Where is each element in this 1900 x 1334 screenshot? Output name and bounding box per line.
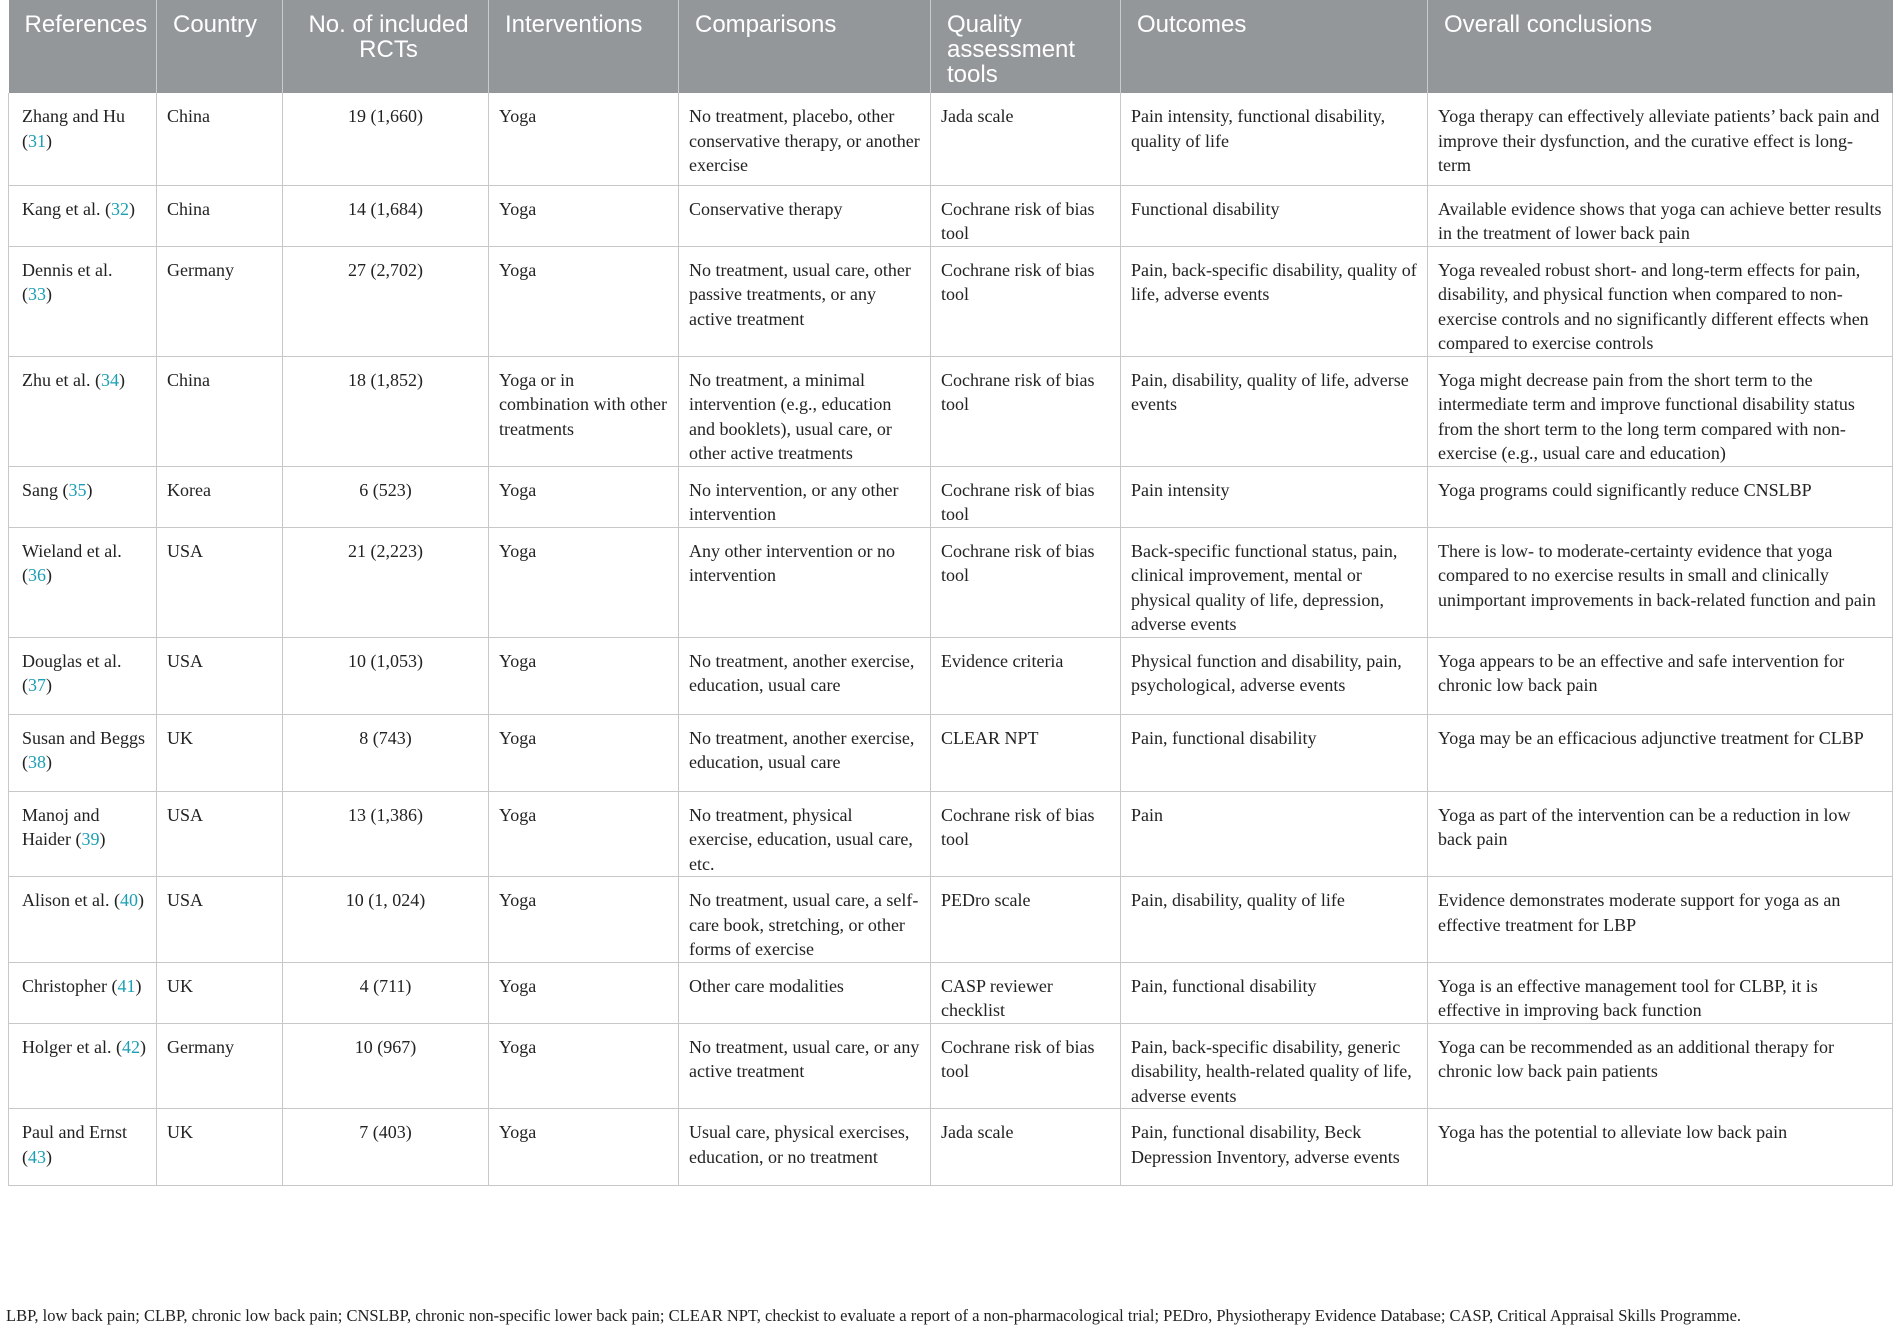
- citation-link[interactable]: 31: [28, 130, 46, 151]
- country-cell: China: [157, 93, 283, 185]
- conclusions-cell: Yoga revealed robust short- and long-term effects for pain, disability, and physical function when compared to non-exercise controls and no significantly different effects when compared to exercise controls: [1428, 246, 1893, 356]
- rcts-cell: 8 (743): [283, 714, 489, 791]
- country-cell: UK: [157, 962, 283, 1023]
- author-name: Susan and Beggs: [22, 727, 145, 748]
- outcomes-cell: Pain, disability, quality of life: [1121, 877, 1428, 963]
- outcomes-cell: Pain, functional disability, Beck Depression Inventory, adverse events: [1121, 1109, 1428, 1186]
- tools-cell: CLEAR NPT: [931, 714, 1121, 791]
- review-table-container: [8, 0, 1892, 1186]
- header-country: Country: [157, 0, 283, 93]
- outcomes-cell: Pain, back-specific disability, generic disability, health-related quality of life, adverse events: [1121, 1023, 1428, 1109]
- outcomes-cell: Pain, disability, quality of life, adverse events: [1121, 356, 1428, 466]
- outcomes-cell: Back-specific functional status, pain, clinical improvement, mental or physical quality of life, depression, adverse events: [1121, 527, 1428, 637]
- reference-cell: Manoj and Haider (39): [9, 791, 157, 877]
- country-cell: USA: [157, 791, 283, 877]
- author-name: Alison et al.: [22, 890, 110, 910]
- interventions-cell: Yoga: [489, 185, 679, 246]
- interventions-cell: Yoga: [489, 466, 679, 527]
- tools-cell: Cochrane risk of bias tool: [931, 466, 1121, 527]
- comparisons-cell: No intervention, or any other intervention: [679, 466, 931, 527]
- comparisons-cell: No treatment, physical exercise, education, usual care, etc.: [679, 791, 931, 877]
- reference-cell: Sang (35): [9, 466, 157, 527]
- author-name: Sang: [22, 479, 58, 500]
- outcomes-cell: Functional disability: [1121, 185, 1428, 246]
- citation-link[interactable]: 39: [81, 829, 100, 849]
- outcomes-cell: Physical function and disability, pain, psychological, adverse events: [1121, 637, 1428, 714]
- conclusions-cell: Yoga might decrease pain from the short term to the intermediate term and improve functional disability status from the short term to the long term compared with non-exercise (e.g., usual care and education): [1428, 356, 1893, 466]
- country-cell: USA: [157, 877, 283, 963]
- rcts-cell: 13 (1,386): [283, 791, 489, 877]
- interventions-cell: Yoga: [489, 246, 679, 356]
- interventions-cell: Yoga: [489, 93, 679, 185]
- header-rcts: No. of included RCTs: [283, 0, 489, 93]
- comparisons-cell: No treatment, usual care, or any active treatment: [679, 1023, 931, 1109]
- table-row: [9, 527, 1893, 637]
- tools-cell: Jada scale: [931, 93, 1121, 185]
- rcts-cell: 27 (2,702): [283, 246, 489, 356]
- header-quality-tools: Quality assessment tools: [931, 0, 1121, 93]
- country-cell: USA: [157, 527, 283, 637]
- outcomes-cell: Pain, back-specific disability, quality of life, adverse events: [1121, 246, 1428, 356]
- table-row: [9, 185, 1893, 246]
- citation-link[interactable]: 43: [28, 1146, 46, 1167]
- conclusions-cell: Yoga can be recommended as an additional therapy for chronic low back pain patients: [1428, 1023, 1893, 1109]
- interventions-cell: Yoga: [489, 637, 679, 714]
- tools-cell: Cochrane risk of bias tool: [931, 185, 1121, 246]
- systematic-reviews-table: [8, 0, 1893, 1186]
- table-footnote: LBP, low back pain; CLBP, chronic low back pain; CNSLBP, chronic non-specific lower back pain; CLEAR NPT, checkist to evaluate a report of a non-pharmacological trial; PEDro, Physiotherapy Evidence Database; CASP, Critical Appraisal Skills Programme.: [6, 1306, 1742, 1325]
- reference-cell: Zhang and Hu (31): [9, 93, 157, 185]
- author-name: Kang et al.: [22, 198, 101, 219]
- citation-link[interactable]: 36: [28, 565, 46, 585]
- table-body: [9, 93, 1893, 1186]
- author-name: Holger et al.: [22, 1036, 112, 1057]
- author-name: Manoj and Haider: [22, 804, 100, 849]
- outcomes-cell: Pain intensity, functional disability, quality of life: [1121, 93, 1428, 185]
- conclusions-cell: Yoga therapy can effectively alleviate patients’ back pain and improve their dysfunction, and the curative effect is long-term: [1428, 93, 1893, 185]
- citation-link[interactable]: 41: [117, 975, 136, 996]
- outcomes-cell: Pain, functional disability: [1121, 714, 1428, 791]
- conclusions-cell: Available evidence shows that yoga can achieve better results in the treatment of lower back pain: [1428, 185, 1893, 246]
- table-row: [9, 466, 1893, 527]
- table-row: [9, 962, 1893, 1023]
- rcts-cell: 6 (523): [283, 466, 489, 527]
- table-row: [9, 356, 1893, 466]
- rcts-cell: 10 (1, 024): [283, 877, 489, 963]
- tools-cell: Cochrane risk of bias tool: [931, 791, 1121, 877]
- table-row: [9, 714, 1893, 791]
- author-name: Wieland et al.: [22, 540, 122, 561]
- country-cell: USA: [157, 637, 283, 714]
- conclusions-cell: Yoga appears to be an effective and safe intervention for chronic low back pain: [1428, 637, 1893, 714]
- reference-cell: Dennis et al. (33): [9, 246, 157, 356]
- reference-cell: Douglas et al. (37): [9, 637, 157, 714]
- interventions-cell: Yoga or in combination with other treatments: [489, 356, 679, 466]
- table-row: [9, 246, 1893, 356]
- country-cell: Germany: [157, 1023, 283, 1109]
- country-cell: China: [157, 356, 283, 466]
- table-row: [9, 637, 1893, 714]
- country-cell: Germany: [157, 246, 283, 356]
- citation-link[interactable]: 40: [120, 890, 138, 910]
- rcts-cell: 4 (711): [283, 962, 489, 1023]
- header-outcomes: Outcomes: [1121, 0, 1428, 93]
- reference-cell: Zhu et al. (34): [9, 356, 157, 466]
- country-cell: UK: [157, 1109, 283, 1186]
- citation-link[interactable]: 33: [28, 284, 46, 304]
- citation-link[interactable]: 37: [28, 675, 46, 695]
- conclusions-cell: Yoga as part of the intervention can be a reduction in low back pain: [1428, 791, 1893, 877]
- citation-link[interactable]: 35: [68, 479, 87, 500]
- reference-cell: Kang et al. (32): [9, 185, 157, 246]
- header-references: References: [9, 0, 157, 93]
- citation-link[interactable]: 32: [110, 198, 129, 219]
- comparisons-cell: No treatment, another exercise, education, usual care: [679, 714, 931, 791]
- reference-cell: Wieland et al. (36): [9, 527, 157, 637]
- table-row: [9, 1023, 1893, 1109]
- citation-link[interactable]: 42: [121, 1036, 140, 1057]
- comparisons-cell: Conservative therapy: [679, 185, 931, 246]
- country-cell: UK: [157, 714, 283, 791]
- table-row: [9, 877, 1893, 963]
- tools-cell: Cochrane risk of bias tool: [931, 246, 1121, 356]
- interventions-cell: Yoga: [489, 962, 679, 1023]
- comparisons-cell: No treatment, usual care, other passive treatments, or any active treatment: [679, 246, 931, 356]
- tools-cell: Cochrane risk of bias tool: [931, 527, 1121, 637]
- reference-cell: Christopher (41): [9, 962, 157, 1023]
- conclusions-cell: Yoga is an effective management tool for CLBP, it is effective in improving back function: [1428, 962, 1893, 1023]
- interventions-cell: Yoga: [489, 877, 679, 963]
- header-interventions: Interventions: [489, 0, 679, 93]
- rcts-cell: 7 (403): [283, 1109, 489, 1186]
- tools-cell: Cochrane risk of bias tool: [931, 356, 1121, 466]
- conclusions-cell: Evidence demonstrates moderate support for yoga as an effective treatment for LBP: [1428, 877, 1893, 963]
- country-cell: China: [157, 185, 283, 246]
- conclusions-cell: Yoga programs could significantly reduce CNSLBP: [1428, 466, 1893, 527]
- comparisons-cell: No treatment, another exercise, education, usual care: [679, 637, 931, 714]
- author-name: Dennis et al.: [22, 259, 113, 280]
- tools-cell: Evidence criteria: [931, 637, 1121, 714]
- interventions-cell: Yoga: [489, 527, 679, 637]
- table-row: [9, 791, 1893, 877]
- conclusions-cell: There is low- to moderate-certainty evidence that yoga compared to no exercise results in small and clinically unimportant improvements in back-related function and pain: [1428, 527, 1893, 637]
- reference-cell: Alison et al. (40): [9, 877, 157, 963]
- interventions-cell: Yoga: [489, 791, 679, 877]
- rcts-cell: 19 (1,660): [283, 93, 489, 185]
- rcts-cell: 14 (1,684): [283, 185, 489, 246]
- outcomes-cell: Pain, functional disability: [1121, 962, 1428, 1023]
- comparisons-cell: Any other intervention or no intervention: [679, 527, 931, 637]
- rcts-cell: 18 (1,852): [283, 356, 489, 466]
- header-comparisons: Comparisons: [679, 0, 931, 93]
- comparisons-cell: Usual care, physical exercises, education, or no treatment: [679, 1109, 931, 1186]
- author-name: Zhu et al.: [22, 369, 91, 390]
- outcomes-cell: Pain: [1121, 791, 1428, 877]
- reference-cell: Holger et al. (42): [9, 1023, 157, 1109]
- citation-link[interactable]: 34: [100, 369, 119, 390]
- tools-cell: CASP reviewer checklist: [931, 962, 1121, 1023]
- header-conclusions: Overall conclusions: [1428, 0, 1893, 93]
- table-header-row: [9, 0, 1893, 93]
- comparisons-cell: No treatment, a minimal intervention (e.g., education and booklets), usual care, or other active treatments: [679, 356, 931, 466]
- conclusions-cell: Yoga may be an efficacious adjunctive treatment for CLBP: [1428, 714, 1893, 791]
- conclusions-cell: Yoga has the potential to alleviate low back pain: [1428, 1109, 1893, 1186]
- table-row: [9, 1109, 1893, 1186]
- tools-cell: PEDro scale: [931, 877, 1121, 963]
- interventions-cell: Yoga: [489, 1023, 679, 1109]
- country-cell: Korea: [157, 466, 283, 527]
- rcts-cell: 10 (1,053): [283, 637, 489, 714]
- interventions-cell: Yoga: [489, 714, 679, 791]
- author-name: Zhang and Hu: [22, 106, 125, 126]
- tools-cell: Jada scale: [931, 1109, 1121, 1186]
- author-name: Christopher: [22, 975, 107, 996]
- outcomes-cell: Pain intensity: [1121, 466, 1428, 527]
- reference-cell: Susan and Beggs (38): [9, 714, 157, 791]
- tools-cell: Cochrane risk of bias tool: [931, 1023, 1121, 1109]
- comparisons-cell: Other care modalities: [679, 962, 931, 1023]
- citation-link[interactable]: 38: [28, 752, 46, 772]
- table-row: [9, 93, 1893, 185]
- reference-cell: Paul and Ernst (43): [9, 1109, 157, 1186]
- comparisons-cell: No treatment, placebo, other conservative therapy, or another exercise: [679, 93, 931, 185]
- author-name: Paul and Ernst: [22, 1122, 127, 1142]
- comparisons-cell: No treatment, usual care, a self-care book, stretching, or other forms of exercise: [679, 877, 931, 963]
- rcts-cell: 21 (2,223): [283, 527, 489, 637]
- rcts-cell: 10 (967): [283, 1023, 489, 1109]
- interventions-cell: Yoga: [489, 1109, 679, 1186]
- author-name: Douglas et al.: [22, 650, 122, 671]
